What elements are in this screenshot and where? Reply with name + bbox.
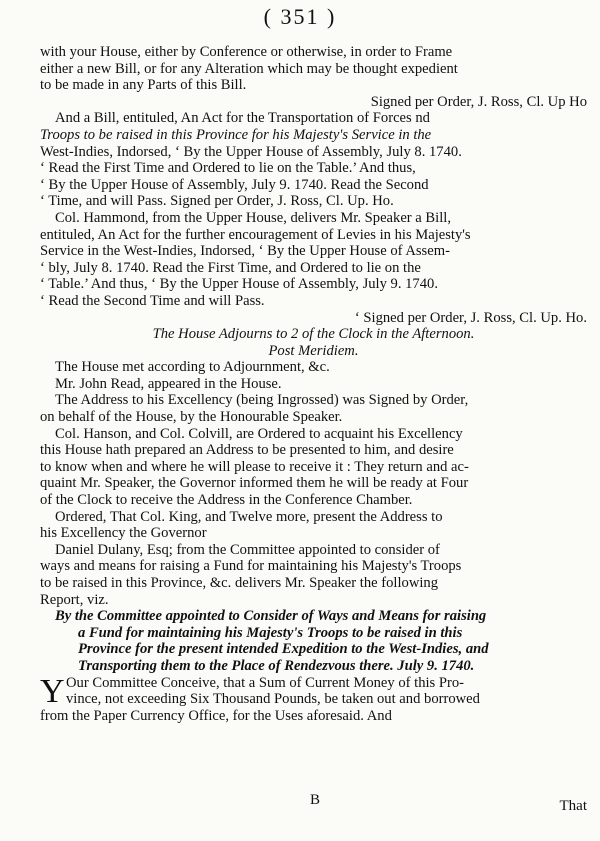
text-line: to know when and where he will please to receive it : They return and ac- xyxy=(40,458,469,475)
text-line: with your House, either by Conference or otherwise, in order to Frame xyxy=(40,44,453,60)
report-heading-line: Transporting them to the Place of Rendezvous there. July 9. 1740. xyxy=(78,657,475,674)
text-line: of the Clock to receive the Address in the Conference Chamber. xyxy=(40,492,413,509)
text-line: Col. Hammond, from the Upper House, delivers Mr. Speaker a Bill, xyxy=(55,209,451,226)
report-heading-line: By the Committee appointed to Consider of Ways and Means for raising xyxy=(55,608,487,625)
text-line: And a Bill, entituled, An Act for the Transportation of Forces nd xyxy=(55,110,430,127)
text-line: ‘ Table.’ And thus, ‘ By the Upper House of Assembly, July 9. 1740. xyxy=(40,276,438,293)
text-line: Our Committee Conceive, that a Sum of Current Money of this Pro- xyxy=(66,674,465,691)
text-line: either a new Bill, or for any Alteration which may be thought expedient xyxy=(40,60,458,77)
text-line: ‘ Read the First Time and Ordered to lie on the Table.’ And thus, xyxy=(40,160,416,177)
text-line: ‘ Read the Second Time and will Pass. xyxy=(40,292,265,309)
text-line: to be raised in this Province, &c. delivers Mr. Speaker the following xyxy=(40,575,438,591)
text-line: Mr. John Read, appeared in the House. xyxy=(55,375,282,392)
text-line: ways and means for raising a Fund for maintaining his Majesty's Troops xyxy=(40,558,462,575)
text-line: Troops to be raised in this Province for his Majesty's Service in the xyxy=(40,126,432,143)
drop-cap: Y xyxy=(40,672,65,710)
text-line: Report, viz. xyxy=(40,591,109,608)
text-line: The Address to his Excellency (being Ingrossed) was Signed by Order, xyxy=(55,392,469,409)
text-line: The House met according to Adjournment, &c. xyxy=(55,359,330,376)
text-line: this House hath prepared an Address to be presented to him, and desire xyxy=(40,442,454,459)
text-line: Daniel Dulany, Esq; from the Committee appointed to consider of xyxy=(55,541,440,558)
report-paragraph xyxy=(40,672,587,710)
post-meridiem-heading: Post Meridiem. xyxy=(268,342,359,359)
report-heading-line: Province for the present intended Expedition to the West-Indies, and xyxy=(78,641,489,658)
catchword: That xyxy=(559,798,587,814)
text-line: Col. Hanson, and Col. Colvill, are Ordered to acquaint his Excellency xyxy=(55,425,463,442)
text-line: vince, not exceeding Six Thousand Pounds, be taken out and borrowed xyxy=(66,691,480,708)
report-heading-line: a Fund for maintaining his Majesty's Troops to be raised in this xyxy=(78,624,463,641)
text-line: entituled, An Act for the further encouragement of Levies in his Majesty's xyxy=(40,226,471,243)
text-line: ‘ By the Upper House of Assembly, July 9. 1740. Read the Second xyxy=(40,176,429,193)
page-body xyxy=(40,44,587,724)
page-footer xyxy=(40,792,587,814)
text-line: Service in the West-Indies, Indorsed, ‘ By the Upper House of Assem- xyxy=(40,243,450,260)
text-line: ‘ Time, and will Pass. Signed per Order, J. Ross, Cl. Up. Ho. xyxy=(40,193,394,210)
text-line: ‘ bly, July 8. 1740. Read the First Time, and Ordered to lie on the xyxy=(40,259,421,276)
adjournment-heading: The House Adjourns to 2 of the Clock in the Afternoon. xyxy=(152,326,475,343)
signature-mark: B xyxy=(310,792,321,808)
text-line: his Excellency the Governor xyxy=(40,525,207,542)
text-line: quaint Mr. Speaker, the Governor informed them he will be ready at Four xyxy=(40,475,469,492)
signature-line: Signed per Order, J. Ross, Cl. Up Ho xyxy=(370,93,587,110)
page-number: ( 351 ) xyxy=(263,4,337,29)
text-line: from the Paper Currency Office, for the Uses aforesaid. And xyxy=(40,707,392,724)
text-line: West-Indies, Indorsed, ‘ By the Upper House of Assembly, July 8. 1740. xyxy=(40,143,462,160)
text-line: to be made in any Parts of this Bill. xyxy=(40,77,247,94)
signature-line: ‘ Signed per Order, J. Ross, Cl. Up. Ho. xyxy=(354,309,587,326)
text-line: on behalf of the House, by the Honourable Speaker. xyxy=(40,409,343,426)
text-line: Ordered, That Col. King, and Twelve more, present the Address to xyxy=(55,508,443,525)
